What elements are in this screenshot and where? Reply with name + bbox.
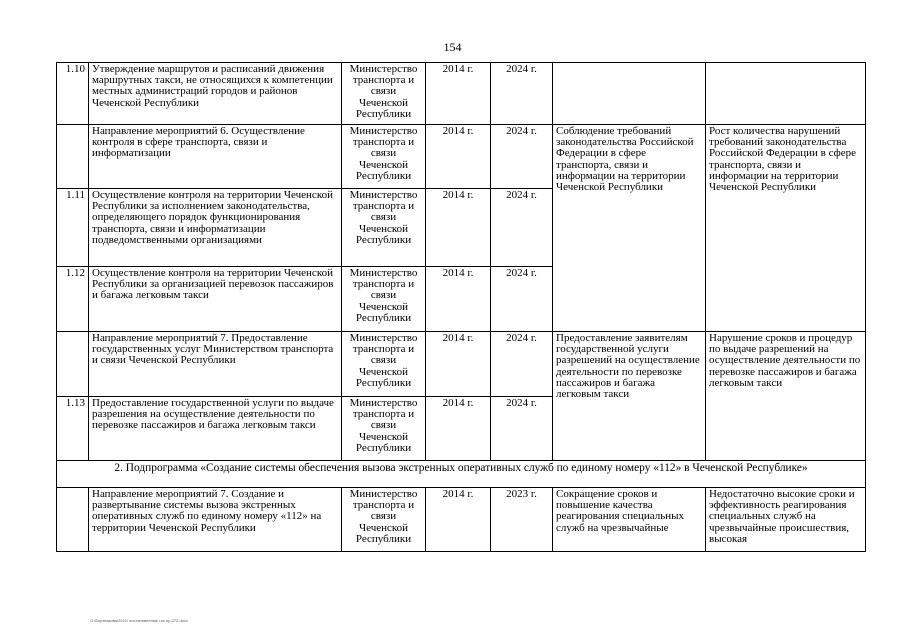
section-row [57, 461, 866, 488]
executor: Министерство транспорта и связи Чеченской Республики [342, 397, 426, 461]
result-cell [553, 63, 706, 125]
table-row [57, 125, 866, 189]
expected-result: Соблюдение требований законодательства Российской Федерации в сфере транспорта, связи и информации на территории Чеченской Республики [553, 125, 706, 332]
start-year: 2014 г. [426, 125, 491, 189]
row-number: 1.10 [57, 63, 89, 125]
executor: Министерство транспорта и связи Чеченской Республики [342, 267, 426, 332]
risk-consequence: Рост количества нарушений требований законодательства Российской Федерации в сфере транспорта, связи и информации на территории Чеченской Республики [706, 125, 866, 332]
end-year: 2023 г. [491, 488, 553, 552]
measure-text: Осуществление контроля на территории Чеченской Республики за организацией перевозок пассажиров и багажа легковым такси [89, 267, 342, 332]
measure-text: Осуществление контроля на территории Чеченской Республики за исполнением законодательства, определяющего порядок функционирования транспорта, связи и информатизации подведомственными организациями [89, 189, 342, 267]
subprogram-title: 2. Подпрограмма «Создание системы обеспечения вызова экстренных оперативных служб по единому номеру «112» в Чеченской Республике» [57, 461, 866, 488]
executor: Министерство транспорта и связи Чеченской Республики [342, 488, 426, 552]
table-row [57, 63, 866, 125]
risk-consequence: Нарушение сроков и процедур по выдаче разрешений на осуществление деятельности по перевозке пассажиров и багажа легковым такси [706, 332, 866, 461]
risk-consequence: Недостаточно высокие сроки и эффективность реагирования специальных служб на чрезвычайные происшествия, высокая [706, 488, 866, 552]
program-table [56, 62, 866, 552]
risk-cell [706, 63, 866, 125]
row-number [57, 332, 89, 397]
end-year: 2024 г. [491, 63, 553, 125]
executor: Министерство транспорта и связи Чеченской Республики [342, 189, 426, 267]
end-year: 2024 г. [491, 189, 553, 267]
start-year: 2014 г. [426, 267, 491, 332]
expected-result: Предоставление заявителям государственной услуги разрешений на осуществление деятельности по перевозке пассажиров и багажа легковым такси [553, 332, 706, 461]
end-year: 2024 г. [491, 332, 553, 397]
start-year: 2014 г. [426, 189, 491, 267]
table-row [57, 488, 866, 552]
start-year: 2014 г. [426, 488, 491, 552]
measure-text: Утверждение маршрутов и расписаний движения маршрутных такси, не относящихся к компетенции местных администраций городов и районов Чеченской Республики [89, 63, 342, 125]
page-number: 154 [443, 40, 462, 54]
row-number: 1.12 [57, 267, 89, 332]
row-number [57, 488, 89, 552]
executor: Министерство транспорта и связи Чеченской Республики [342, 125, 426, 189]
measure-text: Предоставление государственной услуги по выдаче разрешения на осуществление деятельности по перевозке пассажиров и багажа легковым такси [89, 397, 342, 461]
end-year: 2024 г. [491, 397, 553, 461]
start-year: 2014 г. [426, 63, 491, 125]
end-year: 2024 г. [491, 125, 553, 189]
row-number: 1.13 [57, 397, 89, 461]
direction-text: Направление мероприятий 7. Создание и развертывание системы вызова экстренных оперативных служб по единому номеру «112» на территории Чеченской Республики [89, 488, 342, 552]
executor: Министерство транспорта и связи Чеченской Республики [342, 332, 426, 397]
row-number: 1.11 [57, 189, 89, 267]
direction-text: Направление мероприятий 7. Предоставление государственных услуг Министерством транспорта и связи Чеченской Республики [89, 332, 342, 397]
table-row [57, 332, 866, 397]
start-year: 2014 г. [426, 397, 491, 461]
expected-result: Сокращение сроков и повышение качества реагирования специальных служб на чрезвычайные [553, 488, 706, 552]
file-path-footer: G:\Бертнакова\2021\ постановления\ гос.пр.372.docx [90, 618, 188, 623]
executor: Министерство транспорта и связи Чеченской Республики [342, 63, 426, 125]
end-year: 2024 г. [491, 267, 553, 332]
start-year: 2014 г. [426, 332, 491, 397]
row-number [57, 125, 89, 189]
direction-text: Направление мероприятий 6. Осуществление контроля в сфере транспорта, связи и информатизации [89, 125, 342, 189]
